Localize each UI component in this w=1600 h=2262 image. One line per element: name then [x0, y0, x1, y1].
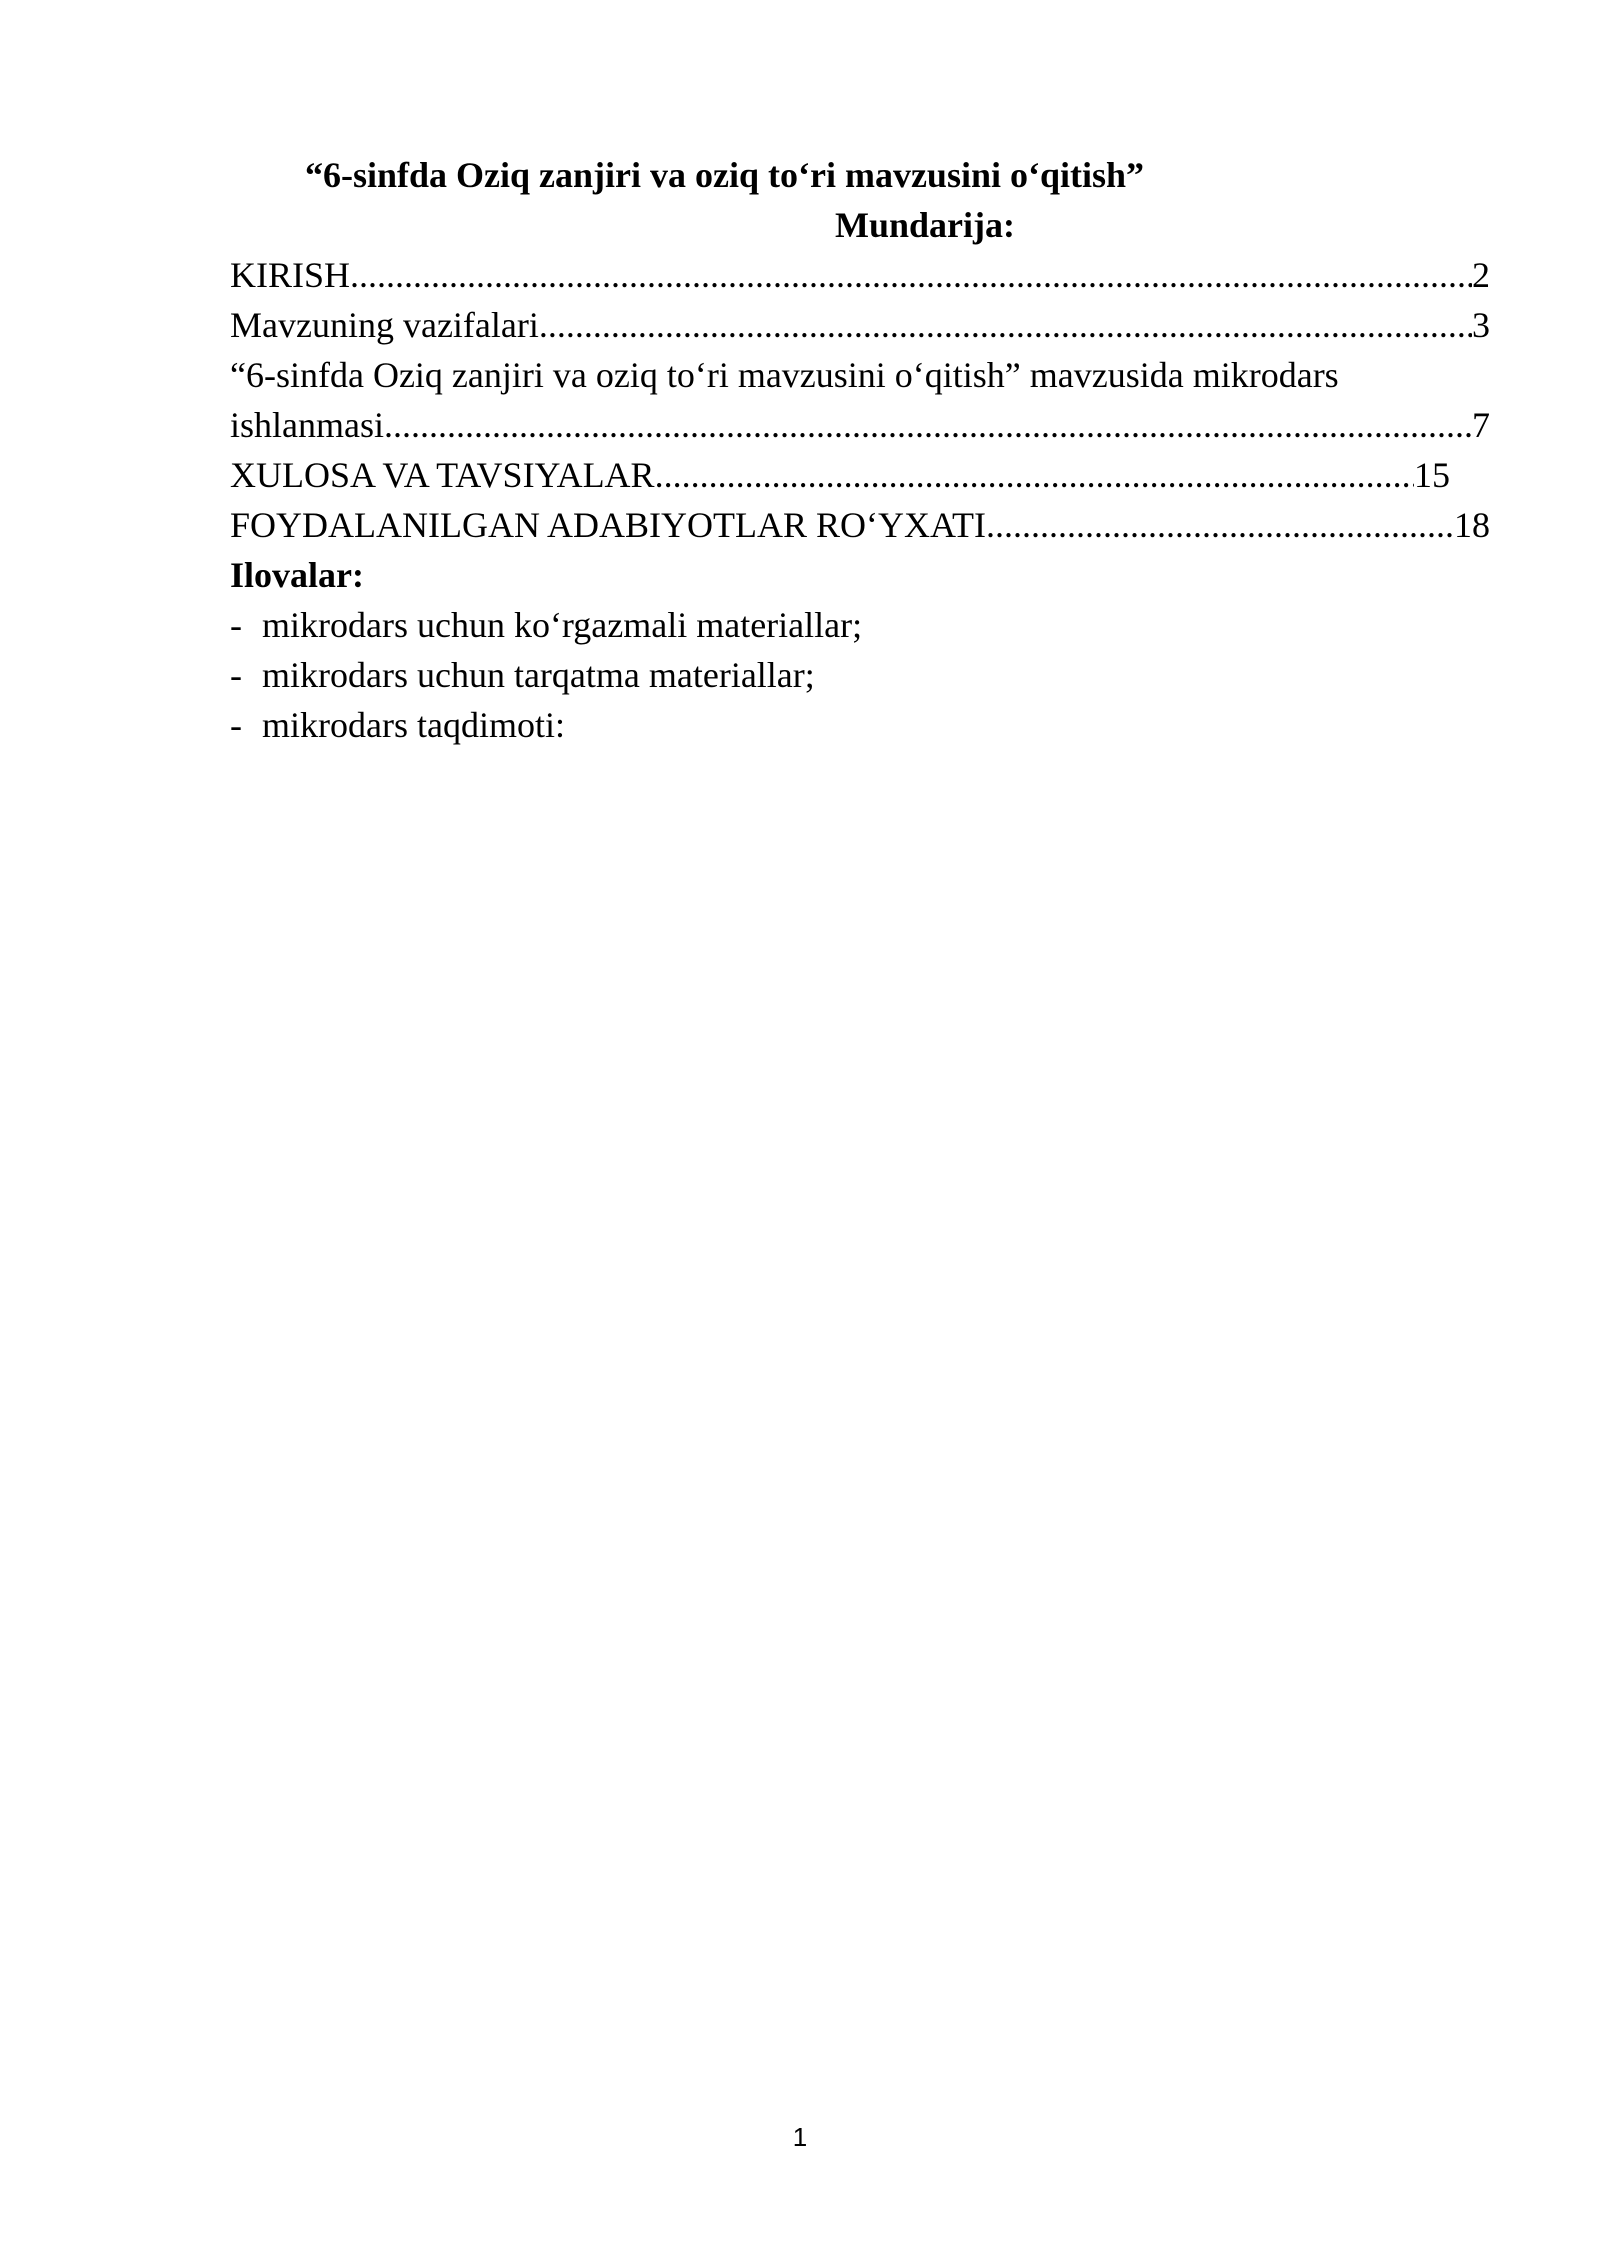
- appendix-item-text: mikrodars uchun tarqatma materiallar;: [262, 655, 815, 695]
- toc-entry-vazifalari[interactable]: [230, 300, 1490, 350]
- toc-entry-page: 15: [1414, 455, 1450, 495]
- toc-entry-kirish[interactable]: [230, 250, 1490, 300]
- toc-entry-label-line1: “6-sinfda Oziq zanjiri va oziq to‘ri mavzusini o‘qitish” mavzusida mikrodars: [230, 355, 1339, 395]
- appendix-item: [230, 650, 1490, 700]
- toc-leader-dots: [655, 450, 1414, 500]
- appendix-heading: Ilovalar:: [230, 555, 364, 595]
- toc-entry-label: Mavzuning vazifalari: [230, 305, 539, 345]
- toc-heading: Mundarija:: [835, 205, 1015, 245]
- toc-entry-label: XULOSA VA TAVSIYALAR: [230, 455, 655, 495]
- toc-entry-label: KIRISH: [230, 255, 351, 295]
- toc-entry-page: 3: [1472, 305, 1490, 345]
- page-content: [230, 150, 1490, 750]
- toc-entry-label: ishlanmasi: [230, 405, 384, 445]
- toc-leader-dots: [986, 500, 1454, 550]
- appendix-item: [230, 700, 1490, 750]
- toc-leader-dots: [350, 250, 1472, 300]
- toc-leader-dots: [384, 400, 1472, 450]
- page-number: 1: [792, 2122, 808, 2152]
- toc-entry-page: 7: [1472, 405, 1490, 445]
- bullet-dash: -: [230, 605, 242, 645]
- toc-entry-page: 2: [1472, 255, 1490, 295]
- toc-entry-mikrodars[interactable]: [230, 350, 1490, 450]
- bullet-dash: -: [230, 655, 242, 695]
- toc-entry-page: 18: [1454, 505, 1490, 545]
- toc-leader-dots: [539, 300, 1472, 350]
- appendix-item: [230, 600, 1490, 650]
- appendix-item-text: mikrodars taqdimoti:: [262, 705, 565, 745]
- bullet-dash: -: [230, 705, 242, 745]
- appendix-item-text: mikrodars uchun ko‘rgazmali materiallar;: [262, 605, 863, 645]
- toc-entry-label: FOYDALANILGAN ADABIYOTLAR RO‘YXATI: [230, 505, 986, 545]
- toc-entry-adabiyotlar[interactable]: [230, 500, 1490, 550]
- toc-entry-xulosa[interactable]: [230, 450, 1450, 500]
- document-title: “6-sinfda Oziq zanjiri va oziq to‘ri mavzusini o‘qitish”: [305, 155, 1145, 195]
